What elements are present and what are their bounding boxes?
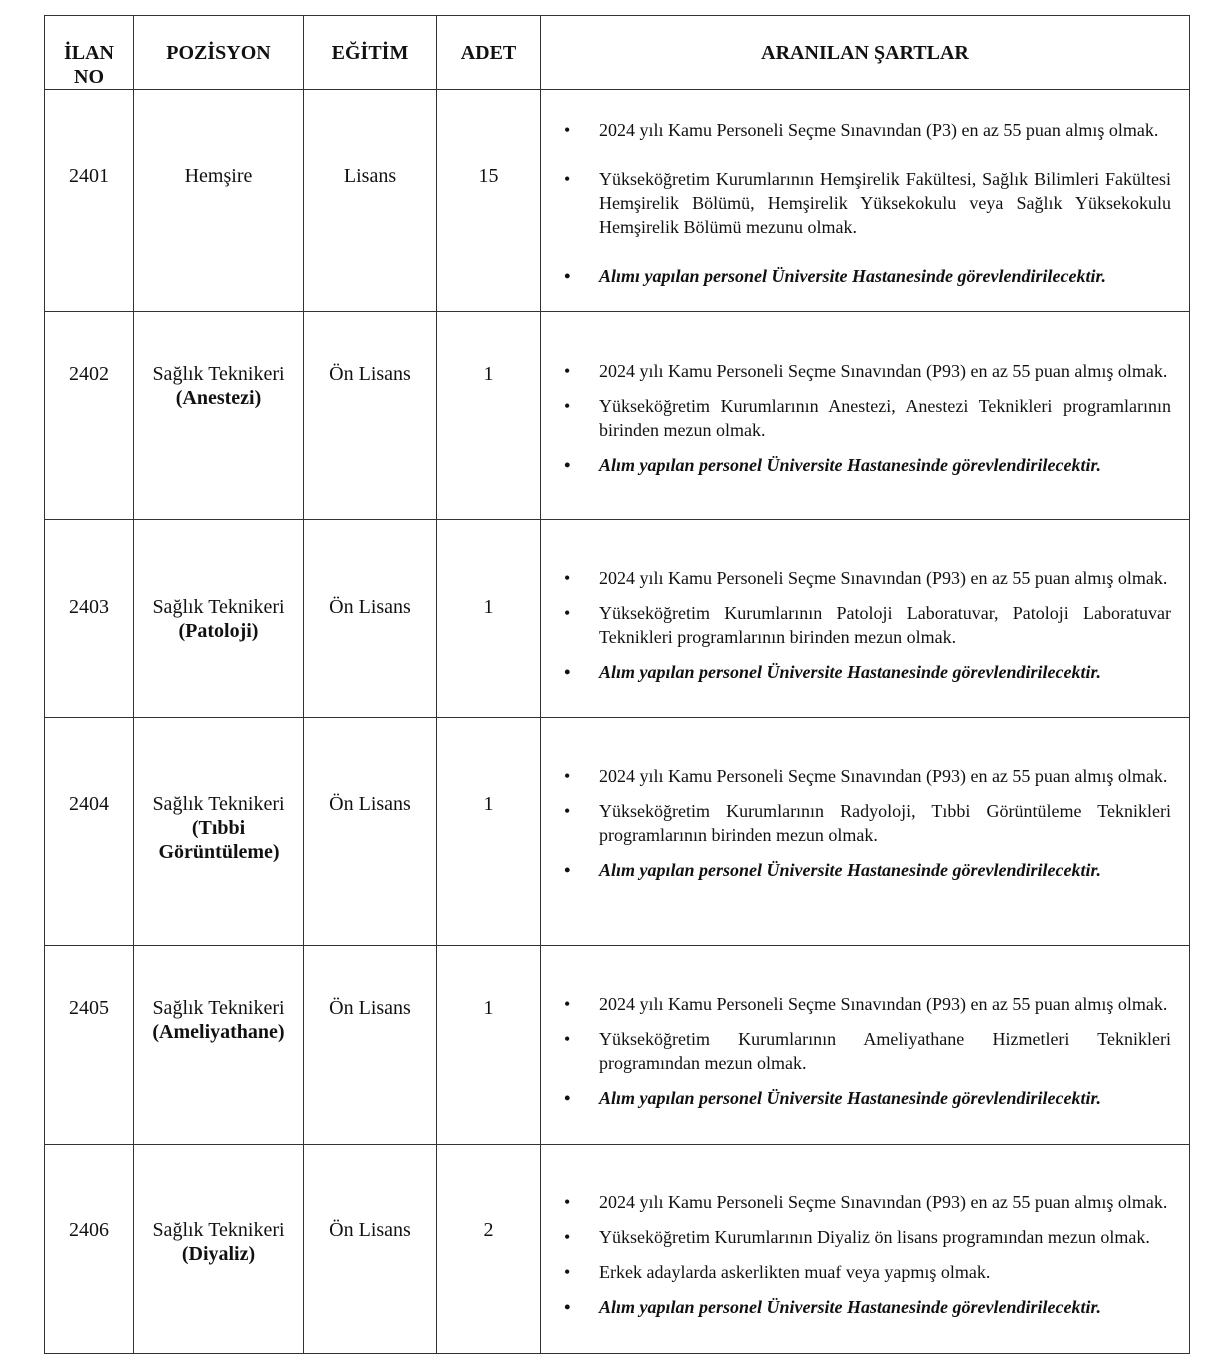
education-cell: Ön Lisans xyxy=(304,312,437,520)
education-cell: Lisans xyxy=(304,90,437,312)
header-pozisyon: POZİSYON xyxy=(134,16,304,90)
position-cell: Sağlık Teknikeri (Diyaliz) xyxy=(134,1145,304,1354)
table-row xyxy=(45,946,1190,1145)
requirement-item: • 2024 yılı Kamu Personeli Seçme Sınavından (P93) en az 55 puan almış olmak. xyxy=(599,1190,1171,1214)
requirement-item: • Yükseköğretim Kurumlarının Anestezi, Anestezi Teknikleri programlarının birinden mezun olmak. xyxy=(599,394,1171,442)
requirement-item: • Yükseköğretim Kurumlarının Patoloji Laboratuvar, Patoloji Laboratuvar Teknikleri programlarının birinden mezun olmak. xyxy=(599,601,1171,649)
header-egitim: EĞİTİM xyxy=(304,16,437,90)
requirement-item: • Yükseköğretim Kurumlarının Diyaliz ön lisans programından mezun olmak. xyxy=(599,1225,1171,1249)
requirements-cell xyxy=(541,520,1190,718)
requirement-item: • Alım yapılan personel Üniversite Hastanesinde görevlendirilecektir. xyxy=(599,1086,1171,1110)
job-postings-table xyxy=(44,15,1190,1354)
count-cell: 2 xyxy=(437,1145,541,1354)
requirements-cell xyxy=(541,1145,1190,1354)
position-cell: Hemşire xyxy=(134,90,304,312)
education-cell: Ön Lisans xyxy=(304,520,437,718)
table-row xyxy=(45,1145,1190,1354)
requirement-item: • Yükseköğretim Kurumlarının Radyoloji, Tıbbi Görüntüleme Teknikleri programlarının birinden mezun olmak. xyxy=(599,799,1171,847)
requirement-item: • 2024 yılı Kamu Personeli Seçme Sınavından (P93) en az 55 puan almış olmak. xyxy=(599,566,1171,590)
position-cell: Sağlık Teknikeri (Tıbbi Görüntüleme) xyxy=(134,718,304,946)
requirement-item: • 2024 yılı Kamu Personeli Seçme Sınavından (P93) en az 55 puan almış olmak. xyxy=(599,992,1171,1016)
requirement-item: • 2024 yılı Kamu Personeli Seçme Sınavından (P93) en az 55 puan almış olmak. xyxy=(599,359,1171,383)
requirement-item: • 2024 yılı Kamu Personeli Seçme Sınavından (P93) en az 55 puan almış olmak. xyxy=(599,764,1171,788)
education-cell: Ön Lisans xyxy=(304,718,437,946)
requirement-item: • Alım yapılan personel Üniversite Hastanesinde görevlendirilecektir. xyxy=(599,1295,1171,1319)
count-cell: 1 xyxy=(437,520,541,718)
position-cell: Sağlık Teknikeri (Patoloji) xyxy=(134,520,304,718)
count-cell: 1 xyxy=(437,312,541,520)
ilan-no-cell: 2405 xyxy=(45,946,134,1145)
requirements-cell xyxy=(541,90,1190,312)
requirement-item: • Yükseköğretim Kurumlarının Hemşirelik Fakültesi, Sağlık Bilimleri Fakültesi Hemşirelik Bölümü, Hemşirelik Yüksekokulu veya Sağlık Yüksekokulu Hemşirelik Bölümü mezunu olmak. xyxy=(599,167,1171,239)
requirement-item: • Erkek adaylarda askerlikten muaf veya yapmış olmak. xyxy=(599,1260,1171,1284)
ilan-no-cell: 2401 xyxy=(45,90,134,312)
header-row xyxy=(45,16,1190,90)
requirement-item: • Alım yapılan personel Üniversite Hastanesinde görevlendirilecektir. xyxy=(599,660,1171,684)
header-aranilan-sartlar: ARANILAN ŞARTLAR xyxy=(541,16,1190,90)
count-cell: 1 xyxy=(437,718,541,946)
ilan-no-cell: 2406 xyxy=(45,1145,134,1354)
requirements-cell xyxy=(541,312,1190,520)
requirement-item: • Alım yapılan personel Üniversite Hastanesinde görevlendirilecektir. xyxy=(599,858,1171,882)
requirement-item: • Alımı yapılan personel Üniversite Hastanesinde görevlendirilecektir. xyxy=(599,264,1171,288)
requirements-cell xyxy=(541,946,1190,1145)
header-ilan-no: İLAN NO xyxy=(45,16,134,90)
requirement-item: • Alım yapılan personel Üniversite Hastanesinde görevlendirilecektir. xyxy=(599,453,1171,477)
ilan-no-cell: 2402 xyxy=(45,312,134,520)
education-cell: Ön Lisans xyxy=(304,1145,437,1354)
ilan-no-cell: 2403 xyxy=(45,520,134,718)
position-cell: Sağlık Teknikeri (Anestezi) xyxy=(134,312,304,520)
position-cell: Sağlık Teknikeri (Ameliyathane) xyxy=(134,946,304,1145)
table-row xyxy=(45,718,1190,946)
table-row xyxy=(45,520,1190,718)
table-row xyxy=(45,312,1190,520)
count-cell: 15 xyxy=(437,90,541,312)
requirements-cell xyxy=(541,718,1190,946)
ilan-no-cell: 2404 xyxy=(45,718,134,946)
education-cell: Ön Lisans xyxy=(304,946,437,1145)
count-cell: 1 xyxy=(437,946,541,1145)
requirement-item: • Yükseköğretim Kurumlarının Ameliyathane Hizmetleri Teknikleri programından mezun olmak. xyxy=(599,1027,1171,1075)
header-adet: ADET xyxy=(437,16,541,90)
table-row xyxy=(45,90,1190,312)
requirement-item: • 2024 yılı Kamu Personeli Seçme Sınavından (P3) en az 55 puan almış olmak. xyxy=(599,118,1171,142)
